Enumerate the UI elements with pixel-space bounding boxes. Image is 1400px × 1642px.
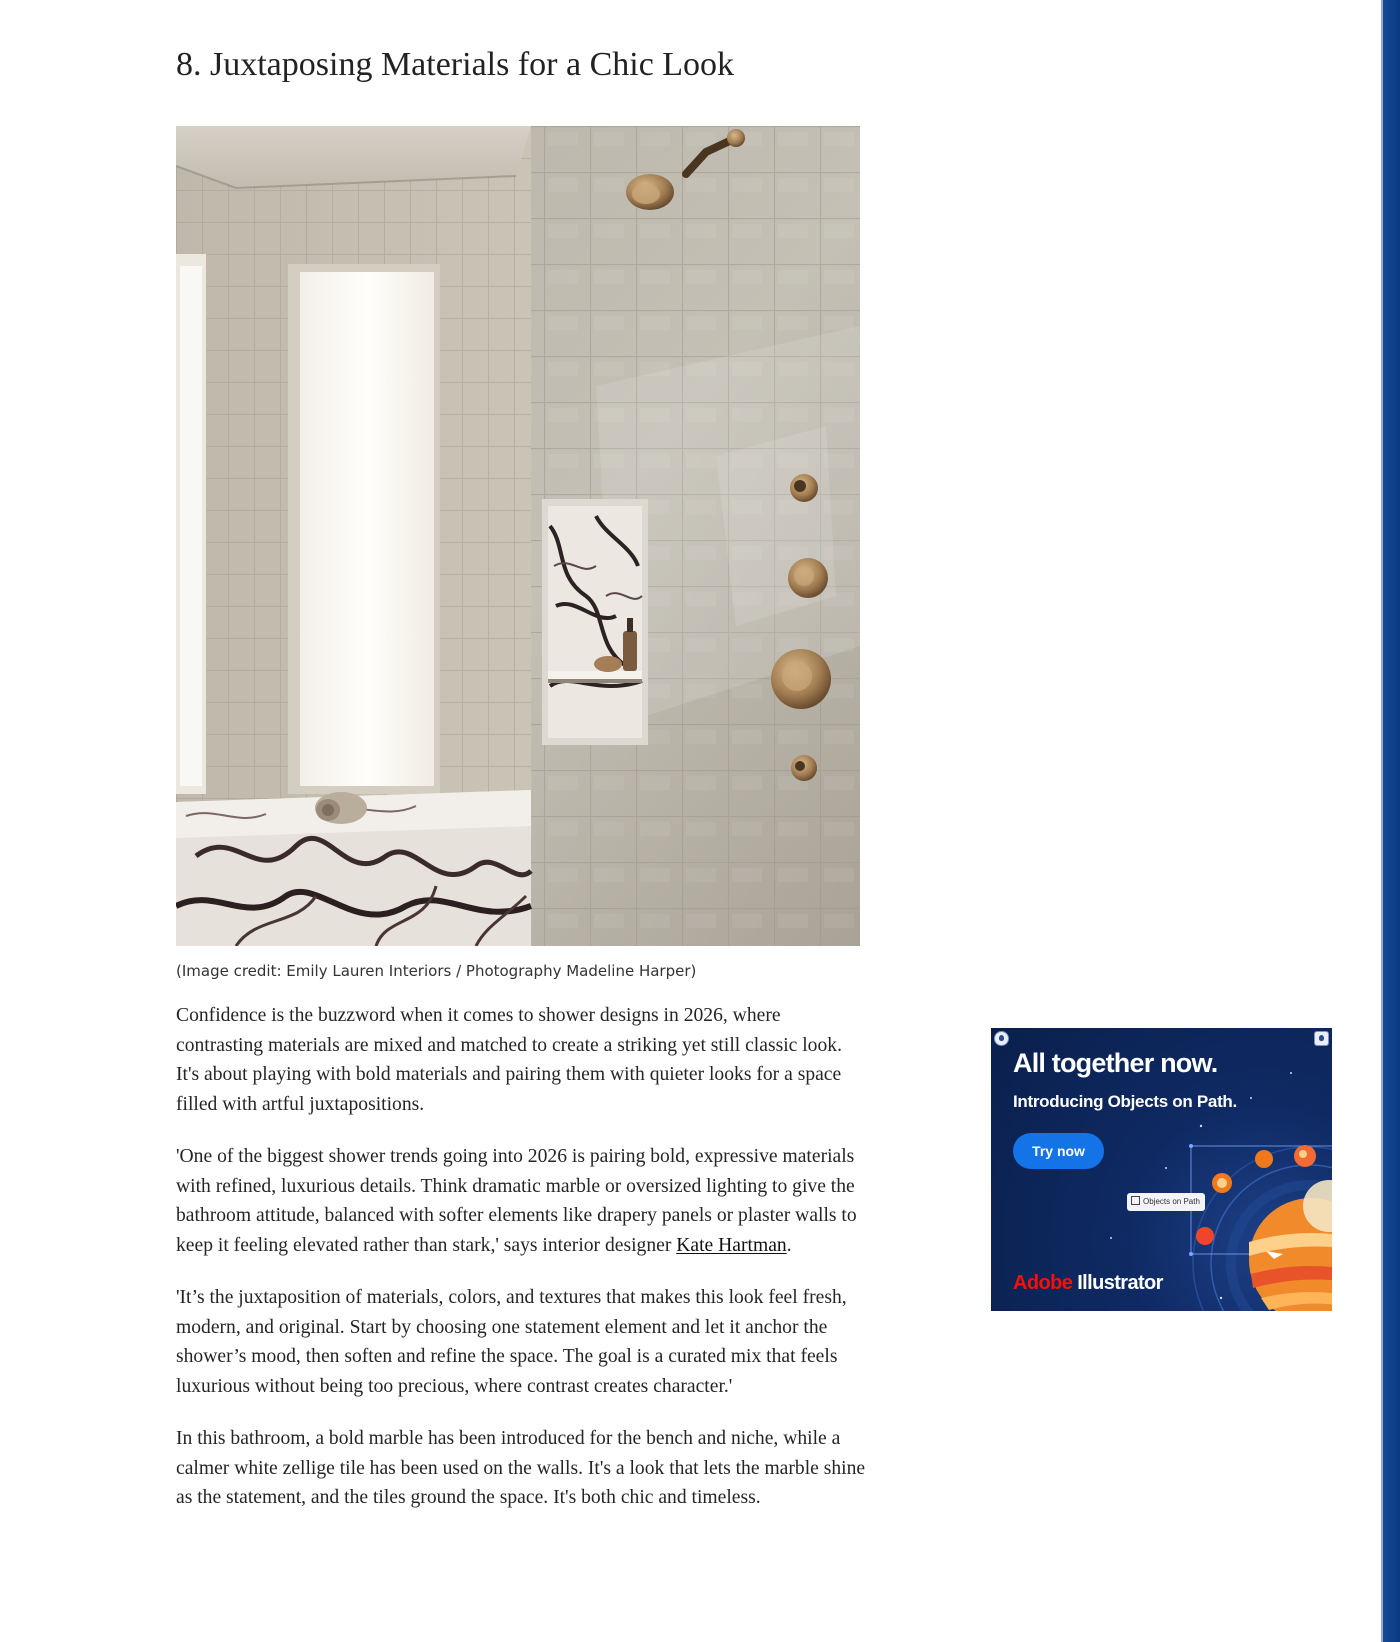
objects-on-path-chip: [1127, 1193, 1205, 1211]
quote-text: 'One of the biggest shower trends going into 2026 is pairing bold, expressive materials with refined, luxurious details. Think dramatic marble or oversized lighting to give the bathroom attitude, balanced with softer elements like drapery panels or plaster walls to keep it feeling elevated rather than stark,' says interior designer: [176, 1146, 857, 1256]
try-now-button[interactable]: Try now: [1013, 1133, 1104, 1169]
quote-text-end: .: [786, 1234, 792, 1256]
shower-photo: [176, 126, 860, 946]
article-paragraph-quote: [176, 1142, 866, 1260]
ad-choices-icon[interactable]: [994, 1031, 1009, 1046]
objects-on-path-label: Objects on Path: [1143, 1197, 1200, 1206]
ad-subtitle: Introducing Objects on Path.: [1013, 1092, 1237, 1111]
article-paragraph: In this bathroom, a bold marble has been introduced for the bench and niche, while a calmer white zellige tile has been used on the walls. It's a look that lets the marble shine as the statement, and the tiles ground the space. It's both chic and timeless.: [176, 1428, 866, 1508]
ad-title: All together now.: [1013, 1048, 1218, 1078]
illustrator-wordmark: Illustrator: [1077, 1272, 1163, 1294]
adobe-wordmark: Adobe: [1013, 1272, 1073, 1294]
article-body: [176, 1001, 866, 1536]
adobe-illustrator-ad[interactable]: [991, 1028, 1332, 1311]
ad-info-icon[interactable]: [1314, 1031, 1329, 1046]
section-heading: 8. Juxtaposing Materials for a Chic Look: [176, 46, 735, 83]
adobe-illustrator-logo: [1013, 1272, 1163, 1295]
article-paragraph: Confidence is the buzzword when it comes to shower designs in 2026, where contrasting materials are mixed and matched to create a striking yet still classic look. It's about playing with bold materials and pairing them with quieter looks for a space filled with artful juxtapositions.: [176, 1005, 842, 1115]
page-side-rail: [1383, 0, 1400, 1642]
shower-photo-illustration: [176, 126, 860, 946]
image-caption: (Image credit: Emily Lauren Interiors / Photography Madeline Harper): [176, 962, 697, 980]
article-paragraph: 'It’s the juxtaposition of materials, colors, and textures that makes this look feel fresh, modern, and original. Start by choosing one statement element and let it anchor the shower’s mood, then soften and refine the space. The goal is a curated mix that feels luxurious without being too precious, where contrast creates character.': [176, 1287, 847, 1397]
objects-on-path-icon: [1131, 1196, 1140, 1205]
designer-link[interactable]: Kate Hartman: [676, 1234, 787, 1256]
